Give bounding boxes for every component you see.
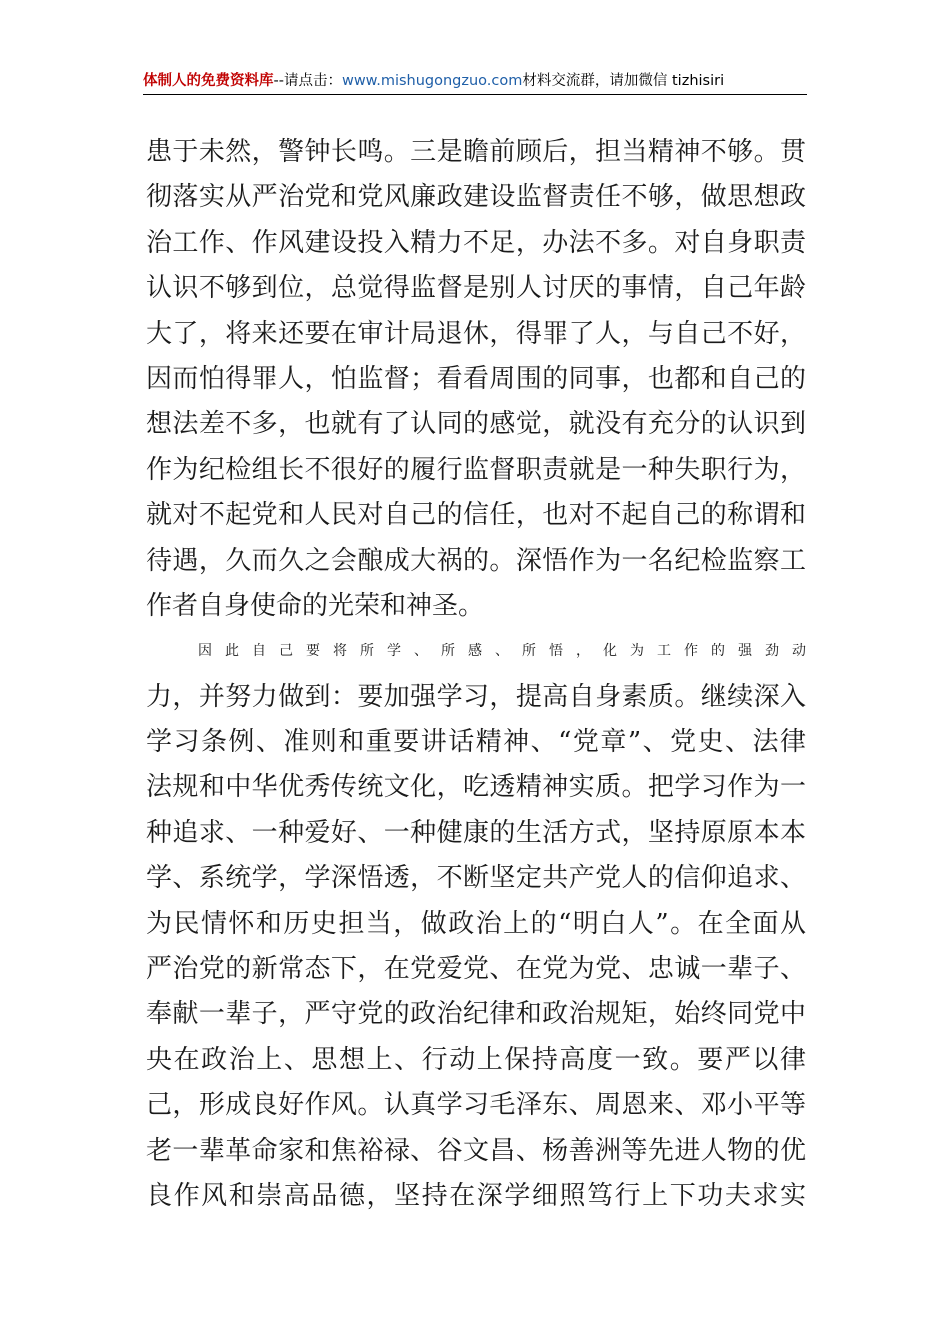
text-line: 法规和中华优秀传统文化，吃透精神实质。把学习作为一 xyxy=(146,772,806,803)
text-line: 学、系统学，学深悟透，不断坚定共产党人的信仰追求、 xyxy=(146,863,806,894)
text-line: 待遇，久而久之会酿成大祸的。深悟作为一名纪检监察工 xyxy=(146,545,806,576)
text-line: 己，形成良好作风。认真学习毛泽东、周恩来、邓小平等 xyxy=(146,1090,806,1121)
text-line: 患于未然，警钟长鸣。三是瞻前顾后，担当精神不够。贯 xyxy=(146,137,806,167)
paragraph-start-line: 因此自己要将所学、所感、所悟，化为工作的强劲动 xyxy=(198,643,806,660)
text-line: 因而怕得罪人，怕监督；看看周围的同事，也都和自己的 xyxy=(146,363,806,394)
page-header xyxy=(143,68,807,95)
text-line: 老一辈革命家和焦裕禄、谷文昌、杨善洲等先进人物的优 xyxy=(146,1135,806,1166)
text-line: 作为纪检组长不很好的履行监督职责就是一种失职行为， xyxy=(146,454,806,485)
text-line: 学习条例、准则和重要讲话精神、“党章”、党史、法律 xyxy=(146,727,806,758)
text-line: 种追求、一种爱好、一种健康的生活方式，坚持原原本本 xyxy=(146,817,806,848)
text-line: 力，并努力做到：要加强学习，提高自身素质。继续深入 xyxy=(146,681,806,712)
text-line: 良作风和崇高品德，坚持在深学细照笃行上下功夫求实 xyxy=(146,1180,806,1211)
text-line: 彻落实从严治党和党风廉政建设监督责任不够，做思想政 xyxy=(146,182,806,213)
text-line: 认识不够到位，总觉得监督是别人讨厌的事情，自己年龄 xyxy=(146,273,806,304)
header-suffix: 材料交流群，请加微信 tizhisiri xyxy=(522,73,725,89)
text-line: 奉献一辈子，严守党的政治纪律和政治规矩，始终同党中 xyxy=(146,999,806,1030)
header-prompt: --请点击： xyxy=(273,73,342,89)
header-brand: 体制人的免费资料库 xyxy=(143,73,274,89)
text-line: 治工作、作风建设投入精力不足，办法不多。对自身职责 xyxy=(146,227,806,258)
paragraph-end-line: 作者自身使命的光荣和神圣。 xyxy=(146,590,485,621)
text-line: 大了，将来还要在审计局退休，得罪了人，与自己不好， xyxy=(146,318,806,349)
text-line: 想法差不多，也就有了认同的感觉，就没有充分的认识到 xyxy=(146,409,806,440)
document-body xyxy=(146,130,806,1219)
header-url-link[interactable]: www.mishugongzuo.com xyxy=(341,73,523,89)
text-line: 就对不起党和人民对自己的信任，也对不起自己的称谓和 xyxy=(146,500,806,531)
text-line: 央在政治上、思想上、行动上保持高度一致。要严以律 xyxy=(146,1044,806,1075)
text-line: 严治党的新常态下，在党爱党、在党为党、忠诚一辈子、 xyxy=(146,954,806,985)
text-line: 为民情怀和历史担当，做政治上的“明白人”。在全面从 xyxy=(146,908,806,939)
